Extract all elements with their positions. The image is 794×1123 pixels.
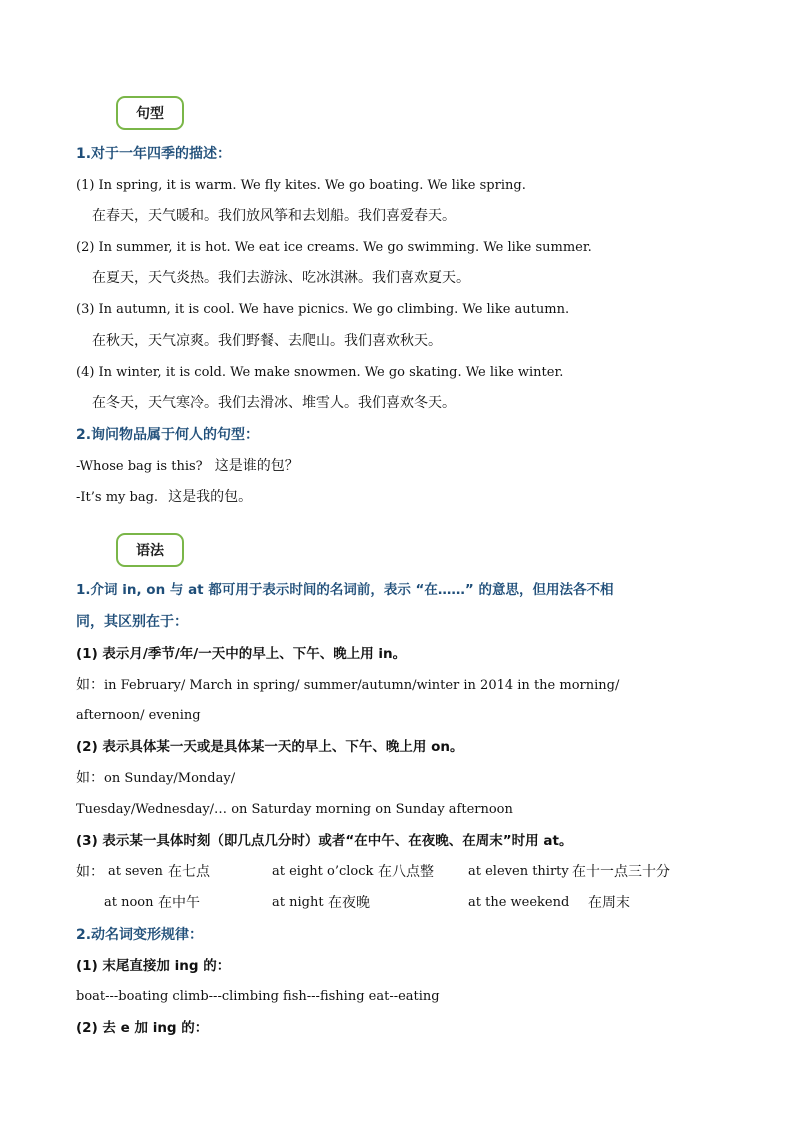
rule-at: (3) 表示某一具体时刻（即几点几分时）或者“在中午、在夜晚、在周末”时用 at。 <box>76 833 573 849</box>
heading-prepositions-line2: 同，其区别在于： <box>76 614 188 630</box>
season-cn-1: 在春天，天气暖和。我们放风筝和去划船。我们喜爱春天。 <box>92 208 456 224</box>
rule-on: (2) 表示具体某一天或是具体某一天的早上、下午、晚上用 on。 <box>76 739 464 755</box>
section-badge-sentence-patterns: 句型 <box>116 96 184 130</box>
season-cn-2: 在夏天，天气炎热。我们去游泳、吃冰淇淋。我们喜欢夏天。 <box>92 270 470 286</box>
heading-gerund: 2.动名词变形规律： <box>76 927 204 943</box>
example-prefix: 如： <box>76 864 104 880</box>
gerund-rule-1-examples: boat---boating climb---climbing fish---fishing eat--eating <box>76 989 440 1004</box>
at-example-en: at noon <box>104 895 154 910</box>
rule-at-example-row1 <box>76 862 716 882</box>
season-en-1: (1) In spring, it is warm. We fly kites. We go boating. We like spring. <box>76 178 526 193</box>
rule-at-example-row2 <box>76 893 716 913</box>
at-example-cn: 在夜晚 <box>328 895 370 911</box>
answer-en: -It’s my bag. <box>76 490 159 505</box>
at-example-cn: 在周末 <box>588 895 630 911</box>
gerund-rule-1: (1) 末尾直接加 ing 的： <box>76 958 231 974</box>
question-en: -Whose bag is this? <box>76 459 203 474</box>
question-cn: 这是谁的包？ <box>214 458 299 474</box>
season-cn-3: 在秋天，天气凉爽。我们野餐、去爬山。我们喜欢秋天。 <box>92 333 442 349</box>
at-example-cn: 在中午 <box>158 895 200 911</box>
at-example-cn: 在七点 <box>168 864 210 880</box>
section-badge-grammar: 语法 <box>116 533 184 567</box>
season-en-3: (3) In autumn, it is cool. We have picnics. We go climbing. We like autumn. <box>76 302 570 317</box>
at-example-en: at eight o’clock <box>272 864 374 879</box>
season-en-4: (4) In winter, it is cold. We make snowmen. We go skating. We like winter. <box>76 365 564 380</box>
rule-in-example-line1 <box>76 675 619 696</box>
rule-in-example-text: in February/ March in spring/ summer/autumn/winter in 2014 in the morning/ <box>104 678 620 693</box>
rule-on-example-line1 <box>76 768 235 789</box>
example-prefix: 如： <box>76 677 104 693</box>
at-example-cn: 在十一点三十分 <box>572 864 670 880</box>
at-example-en: at the weekend <box>468 895 570 910</box>
at-example-en: at night <box>272 895 324 910</box>
heading-prepositions-line1: 1.介词 in, on 与 at 都可用于表示时间的名词前，表示 “在……” 的意思，但用法各不相 <box>76 582 614 598</box>
heading-whose: 2.询问物品属于何人的句型： <box>76 427 260 443</box>
rule-in-example-line2: afternoon/ evening <box>76 708 201 723</box>
example-prefix: 如： <box>76 770 104 786</box>
answer-cn: 这是我的包。 <box>168 489 253 505</box>
season-cn-4: 在冬天，天气寒冷。我们去滑冰、堆雪人。我们喜欢冬天。 <box>92 395 456 411</box>
answer-line <box>76 487 252 508</box>
rule-on-example-text: on Sunday/Monday/ <box>104 771 236 786</box>
season-en-2: (2) In summer, it is hot. We eat ice creams. We go swimming. We like summer. <box>76 240 592 255</box>
at-example-cn: 在八点整 <box>378 864 434 880</box>
at-example-en: at eleven thirty <box>468 864 569 879</box>
at-example-en: at seven <box>108 864 163 879</box>
gerund-rule-2: (2) 去 e 加 ing 的： <box>76 1020 209 1036</box>
rule-in: (1) 表示月/季节/年/一天中的早上、下午、晚上用 in。 <box>76 646 407 662</box>
rule-on-example-line2: Tuesday/Wednesday/… on Saturday morning on Sunday afternoon <box>76 802 513 817</box>
question-line <box>76 456 299 477</box>
heading-seasons: 1.对于一年四季的描述： <box>76 146 232 162</box>
